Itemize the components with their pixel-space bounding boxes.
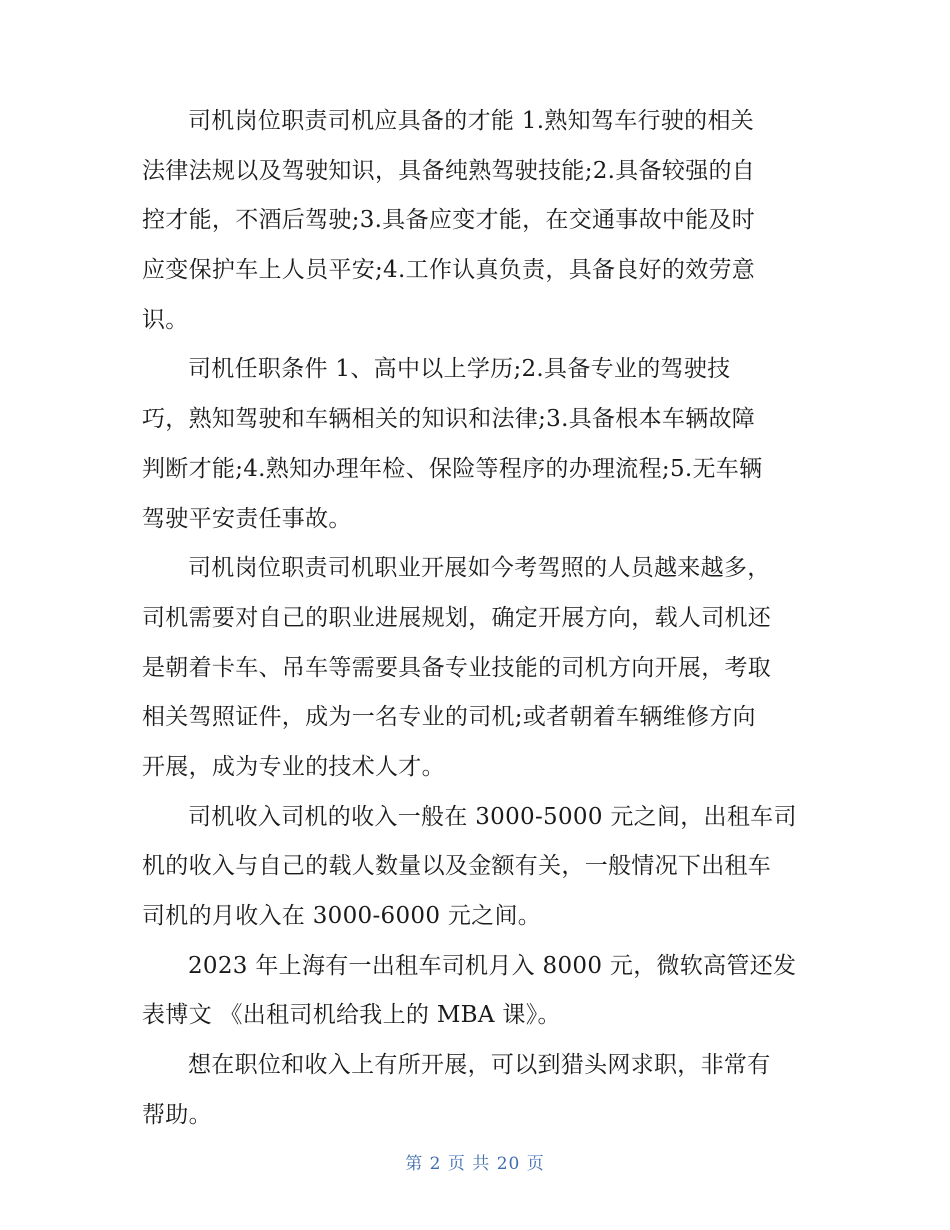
paragraph-requirements bbox=[142, 345, 812, 544]
paragraph-advice bbox=[142, 1041, 812, 1140]
text-line: 表博文 《出租司机给我上的 MBA 课》。 bbox=[142, 1002, 561, 1029]
text-line: 法律法规以及驾驶知识，具备纯熟驾驶技能;2.具备较强的自 bbox=[142, 157, 756, 184]
text-line: 2023 年上海有一出租车司机月入 8000 元，微软高管还发 bbox=[188, 952, 797, 979]
text-line: 应变保护车上人员平安;4.工作认真负责，具备良好的效劳意 bbox=[142, 257, 756, 284]
text-line: 是朝着卡车、吊车等需要具备专业技能的司机方向开展，考取 bbox=[142, 654, 772, 681]
paragraph-shanghai bbox=[142, 942, 812, 1041]
paragraph-duties bbox=[142, 97, 812, 345]
text-line: 司机收入司机的收入一般在 3000-5000 元之间，出租车司 bbox=[188, 803, 797, 830]
text-line: 司机需要对自己的职业进展规划，确定开展方向，载人司机还 bbox=[142, 604, 772, 631]
text-line: 司机任职条件 1、高中以上学历;2.具备专业的驾驶技 bbox=[188, 356, 731, 383]
text-line: 识。 bbox=[142, 306, 189, 333]
text-line: 判断才能;4.熟知办理年检、保险等程序的办理流程;5.无车辆 bbox=[142, 455, 763, 482]
paragraph-career bbox=[142, 544, 812, 792]
text-line: 司机的月收入在 3000-6000 元之间。 bbox=[142, 903, 542, 929]
text-line: 想在职位和收入上有所开展，可以到猎头网求职，非常有 bbox=[188, 1052, 771, 1079]
text-line: 司机岗位职责司机职业开展如今考驾照的人员越来越多， bbox=[188, 555, 771, 582]
paragraph-income bbox=[142, 793, 812, 942]
document-body bbox=[142, 97, 812, 1140]
text-line: 开展，成为专业的技术人才。 bbox=[142, 753, 445, 780]
text-line: 控才能，不酒后驾驶;3.具备应变才能，在交通事故中能及时 bbox=[142, 207, 756, 234]
text-line: 相关驾照证件，成为一名专业的司机;或者朝着车辆维修方向 bbox=[142, 704, 756, 731]
page-number-footer: 第 2 页 共 20 页 bbox=[405, 1154, 545, 1174]
text-line: 帮助。 bbox=[142, 1101, 212, 1128]
text-line: 司机岗位职责司机应具备的才能 1.熟知驾车行驶的相关 bbox=[188, 108, 755, 134]
text-line: 巧，熟知驾驶和车辆相关的知识和法律;3.具备根本车辆故障 bbox=[142, 406, 756, 433]
text-line: 机的收入与自己的载人数量以及金额有关，一般情况下出租车 bbox=[142, 853, 772, 880]
text-line: 驾驶平安责任事故。 bbox=[142, 505, 352, 532]
